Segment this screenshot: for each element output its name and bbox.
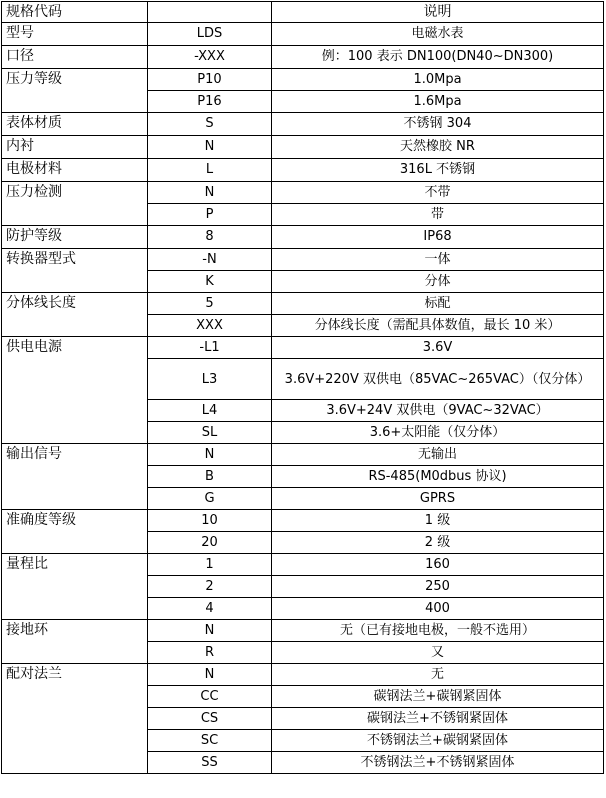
table-row <box>2 159 604 182</box>
table-row <box>2 113 604 136</box>
option-description: 例：100 表示 DN100(DN40~DN300) <box>272 46 604 69</box>
option-code: SS <box>148 752 272 774</box>
option-description: 3.6V+220V 双供电（85VAC~265VAC）（仅分体） <box>272 359 604 400</box>
table-row <box>2 136 604 159</box>
option-description: 带 <box>272 204 604 226</box>
option-description: 不锈钢法兰+碳钢紧固体 <box>272 730 604 752</box>
table-row <box>2 337 604 359</box>
option-code: SL <box>148 422 272 444</box>
option-code: 2 <box>148 576 272 598</box>
header-description: 说明 <box>272 2 604 23</box>
group-label: 表体材质 <box>2 113 148 136</box>
option-code: 5 <box>148 293 272 315</box>
option-description: 2 级 <box>272 532 604 554</box>
option-description: 电磁水表 <box>272 23 604 46</box>
option-code: 10 <box>148 510 272 532</box>
group-label: 分体线长度 <box>2 293 148 337</box>
option-description: 天然橡胶 NR <box>272 136 604 159</box>
option-description: 160 <box>272 554 604 576</box>
option-code: XXX <box>148 315 272 337</box>
header-row <box>2 2 604 23</box>
group-label: 内衬 <box>2 136 148 159</box>
option-code: N <box>148 182 272 204</box>
group-label: 输出信号 <box>2 444 148 510</box>
table-row <box>2 510 604 532</box>
group-label: 转换器型式 <box>2 249 148 293</box>
group-label: 型号 <box>2 23 148 46</box>
option-description: 无（已有接地电极，一般不选用） <box>272 620 604 642</box>
option-description: 无 <box>272 664 604 686</box>
option-code: -N <box>148 249 272 271</box>
option-description: 无输出 <box>272 444 604 466</box>
option-code: P16 <box>148 91 272 113</box>
table-row <box>2 664 604 686</box>
option-code: CS <box>148 708 272 730</box>
group-label: 防护等级 <box>2 226 148 249</box>
option-code: 8 <box>148 226 272 249</box>
option-description: IP68 <box>272 226 604 249</box>
option-description: 又 <box>272 642 604 664</box>
option-code: 20 <box>148 532 272 554</box>
group-label: 压力检测 <box>2 182 148 226</box>
option-description: 1.6Mpa <box>272 91 604 113</box>
option-description: 3.6V+24V 双供电（9VAC~32VAC） <box>272 400 604 422</box>
table-row <box>2 182 604 204</box>
group-label: 配对法兰 <box>2 664 148 774</box>
table-row <box>2 293 604 315</box>
table-row <box>2 226 604 249</box>
option-description: 3.6+太阳能（仅分体） <box>272 422 604 444</box>
header-spec-code: 规格代码 <box>2 2 148 23</box>
option-description: 316L 不锈钢 <box>272 159 604 182</box>
group-label: 压力等级 <box>2 69 148 113</box>
option-code: 1 <box>148 554 272 576</box>
option-description: 一体 <box>272 249 604 271</box>
option-description: RS-485(M0dbus 协议) <box>272 466 604 488</box>
option-description: 碳钢法兰+不锈钢紧固体 <box>272 708 604 730</box>
option-code: N <box>148 620 272 642</box>
spec-table <box>1 1 604 774</box>
option-description: 400 <box>272 598 604 620</box>
group-label: 量程比 <box>2 554 148 620</box>
option-code: L3 <box>148 359 272 400</box>
option-code: -XXX <box>148 46 272 69</box>
option-code: SC <box>148 730 272 752</box>
option-description: 标配 <box>272 293 604 315</box>
table-row <box>2 554 604 576</box>
group-label: 接地环 <box>2 620 148 664</box>
option-description: 250 <box>272 576 604 598</box>
table-row <box>2 444 604 466</box>
option-description: 分体线长度（需配具体数值，最长 10 米） <box>272 315 604 337</box>
option-code: N <box>148 444 272 466</box>
option-code: -L1 <box>148 337 272 359</box>
table-row <box>2 620 604 642</box>
option-code: L4 <box>148 400 272 422</box>
table-row <box>2 69 604 91</box>
option-code: N <box>148 664 272 686</box>
table-row <box>2 46 604 69</box>
table-row <box>2 23 604 46</box>
option-description: 1 级 <box>272 510 604 532</box>
option-code: CC <box>148 686 272 708</box>
option-code: B <box>148 466 272 488</box>
option-code: G <box>148 488 272 510</box>
option-code: P10 <box>148 69 272 91</box>
option-code: K <box>148 271 272 293</box>
option-code: 4 <box>148 598 272 620</box>
option-description: 不锈钢法兰+不锈钢紧固体 <box>272 752 604 774</box>
option-description: 1.0Mpa <box>272 69 604 91</box>
option-description: 不锈钢 304 <box>272 113 604 136</box>
option-code: N <box>148 136 272 159</box>
option-code: P <box>148 204 272 226</box>
option-description: 3.6V <box>272 337 604 359</box>
option-code: L <box>148 159 272 182</box>
group-label: 口径 <box>2 46 148 69</box>
option-description: 碳钢法兰+碳钢紧固体 <box>272 686 604 708</box>
option-description: 分体 <box>272 271 604 293</box>
option-code: R <box>148 642 272 664</box>
header-code-empty <box>148 2 272 23</box>
group-label: 供电电源 <box>2 337 148 444</box>
option-description: GPRS <box>272 488 604 510</box>
table-row <box>2 249 604 271</box>
option-description: 不带 <box>272 182 604 204</box>
group-label: 电极材料 <box>2 159 148 182</box>
group-label: 准确度等级 <box>2 510 148 554</box>
option-code: S <box>148 113 272 136</box>
option-code: LDS <box>148 23 272 46</box>
